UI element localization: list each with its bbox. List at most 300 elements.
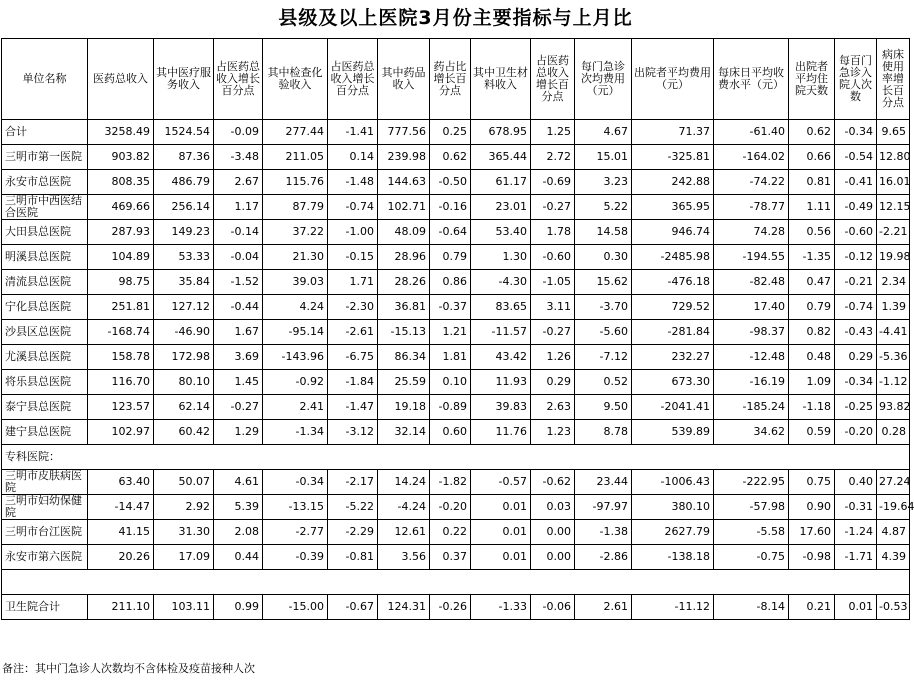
empty-cell — [2, 570, 88, 595]
value-cell: -4.30 — [471, 270, 531, 295]
value-cell: 0.28 — [877, 420, 910, 445]
table-row — [2, 320, 910, 345]
value-cell: 0.29 — [531, 370, 575, 395]
value-cell: 12.61 — [378, 520, 430, 545]
value-cell: -1.18 — [789, 395, 835, 420]
value-cell: -16.19 — [714, 370, 789, 395]
value-cell: 35.84 — [154, 270, 214, 295]
value-cell: 0.01 — [835, 595, 877, 620]
value-cell: -0.60 — [531, 245, 575, 270]
unit-name-cell: 永安市总医院 — [2, 170, 88, 195]
column-header: 占医药总收入增长百分点 — [531, 39, 575, 120]
unit-name-cell: 泰宁县总医院 — [2, 395, 88, 420]
empty-cell — [714, 445, 789, 470]
value-cell: 0.59 — [789, 420, 835, 445]
value-cell: 0.44 — [214, 545, 263, 570]
value-cell: 172.98 — [154, 345, 214, 370]
value-cell: 102.71 — [378, 195, 430, 220]
column-header: 其中卫生材料收入 — [471, 39, 531, 120]
value-cell: 0.48 — [789, 345, 835, 370]
value-cell: 903.82 — [88, 145, 154, 170]
value-cell: 0.00 — [531, 545, 575, 570]
value-cell: 20.26 — [88, 545, 154, 570]
table-row — [2, 170, 910, 195]
column-header: 每百门急诊入院人次数 — [835, 39, 877, 120]
value-cell: -0.74 — [328, 195, 378, 220]
value-cell: 87.36 — [154, 145, 214, 170]
value-cell: 103.11 — [154, 595, 214, 620]
value-cell: 14.58 — [575, 220, 632, 245]
empty-cell — [378, 445, 430, 470]
value-cell: 1.30 — [471, 245, 531, 270]
value-cell: 380.10 — [632, 495, 714, 520]
value-cell: -143.96 — [263, 345, 328, 370]
value-cell: 239.98 — [378, 145, 430, 170]
value-cell: -3.70 — [575, 295, 632, 320]
value-cell: -0.69 — [531, 170, 575, 195]
value-cell: -2.86 — [575, 545, 632, 570]
value-cell: -95.14 — [263, 320, 328, 345]
empty-cell — [789, 445, 835, 470]
empty-cell — [632, 570, 714, 595]
value-cell: -2.30 — [328, 295, 378, 320]
value-cell: 144.63 — [378, 170, 430, 195]
unit-name-cell: 三明市妇幼保健院 — [2, 495, 88, 520]
table-row — [2, 120, 910, 145]
column-header: 其中医疗服务收入 — [154, 39, 214, 120]
value-cell: -7.12 — [575, 345, 632, 370]
value-cell: 83.65 — [471, 295, 531, 320]
value-cell: -0.06 — [531, 595, 575, 620]
value-cell: 25.59 — [378, 370, 430, 395]
value-cell: 61.17 — [471, 170, 531, 195]
unit-name-cell: 尤溪县总医院 — [2, 345, 88, 370]
table-row — [2, 370, 910, 395]
value-cell: 53.40 — [471, 220, 531, 245]
column-header: 每门急诊次均费用（元） — [575, 39, 632, 120]
value-cell: -0.34 — [835, 370, 877, 395]
value-cell: -11.12 — [632, 595, 714, 620]
value-cell: 5.39 — [214, 495, 263, 520]
unit-name-cell: 卫生院合计 — [2, 595, 88, 620]
value-cell: 539.89 — [632, 420, 714, 445]
value-cell: -1.24 — [835, 520, 877, 545]
value-cell: 39.83 — [471, 395, 531, 420]
value-cell: 0.81 — [789, 170, 835, 195]
value-cell: -19.64 — [877, 495, 910, 520]
value-cell: -0.31 — [835, 495, 877, 520]
value-cell: -0.64 — [430, 220, 471, 245]
value-cell: 31.30 — [154, 520, 214, 545]
table-row — [2, 495, 910, 520]
empty-cell — [263, 570, 328, 595]
empty-cell — [328, 570, 378, 595]
value-cell: 2.61 — [575, 595, 632, 620]
empty-cell — [835, 570, 877, 595]
value-cell: 5.22 — [575, 195, 632, 220]
column-header: 出院者平均费用（元） — [632, 39, 714, 120]
blank-row — [2, 570, 910, 595]
value-cell: 19.98 — [877, 245, 910, 270]
table-row — [2, 395, 910, 420]
value-cell: -0.25 — [835, 395, 877, 420]
value-cell: -0.04 — [214, 245, 263, 270]
value-cell: 14.24 — [378, 470, 430, 495]
value-cell: -1.82 — [430, 470, 471, 495]
value-cell: 0.79 — [789, 295, 835, 320]
empty-cell — [575, 445, 632, 470]
value-cell: -14.47 — [88, 495, 154, 520]
column-header: 病床使用率增长百分点 — [877, 39, 910, 120]
value-cell: -0.34 — [263, 470, 328, 495]
value-cell: 0.90 — [789, 495, 835, 520]
value-cell: 1.25 — [531, 120, 575, 145]
value-cell: -0.49 — [835, 195, 877, 220]
value-cell: 3.56 — [378, 545, 430, 570]
empty-cell — [714, 570, 789, 595]
value-cell: -1.00 — [328, 220, 378, 245]
value-cell: -168.74 — [88, 320, 154, 345]
value-cell: 0.01 — [471, 545, 531, 570]
empty-cell — [789, 570, 835, 595]
value-cell: -61.40 — [714, 120, 789, 145]
value-cell: -1.71 — [835, 545, 877, 570]
value-cell: 4.67 — [575, 120, 632, 145]
value-cell: -5.36 — [877, 345, 910, 370]
value-cell: -78.77 — [714, 195, 789, 220]
value-cell: 41.15 — [88, 520, 154, 545]
value-cell: 3.11 — [531, 295, 575, 320]
value-cell: 0.62 — [430, 145, 471, 170]
value-cell: 11.76 — [471, 420, 531, 445]
value-cell: 86.34 — [378, 345, 430, 370]
value-cell: 3.69 — [214, 345, 263, 370]
empty-cell — [531, 445, 575, 470]
value-cell: -2.17 — [328, 470, 378, 495]
table-row — [2, 520, 910, 545]
value-cell: 11.93 — [471, 370, 531, 395]
unit-name-cell: 三明市皮肤病医院 — [2, 470, 88, 495]
value-cell: -185.24 — [714, 395, 789, 420]
value-cell: 232.27 — [632, 345, 714, 370]
empty-cell — [214, 445, 263, 470]
value-cell: -0.81 — [328, 545, 378, 570]
value-cell: 3.23 — [575, 170, 632, 195]
column-header: 占医药总收入增长百分点 — [214, 39, 263, 120]
value-cell: -0.75 — [714, 545, 789, 570]
value-cell: 808.35 — [88, 170, 154, 195]
column-header: 医药总收入 — [88, 39, 154, 120]
value-cell: 9.50 — [575, 395, 632, 420]
value-cell: 256.14 — [154, 195, 214, 220]
value-cell: 1.67 — [214, 320, 263, 345]
value-cell: -4.41 — [877, 320, 910, 345]
value-cell: -222.95 — [714, 470, 789, 495]
value-cell: -1.47 — [328, 395, 378, 420]
value-cell: -0.50 — [430, 170, 471, 195]
value-cell: -1.33 — [471, 595, 531, 620]
value-cell: -0.67 — [328, 595, 378, 620]
value-cell: -0.44 — [214, 295, 263, 320]
table-row — [2, 420, 910, 445]
value-cell: 17.40 — [714, 295, 789, 320]
empty-cell — [88, 445, 154, 470]
value-cell: -138.18 — [632, 545, 714, 570]
value-cell: -0.53 — [877, 595, 910, 620]
value-cell: 486.79 — [154, 170, 214, 195]
value-cell: 15.62 — [575, 270, 632, 295]
value-cell: 74.28 — [714, 220, 789, 245]
value-cell: 0.99 — [214, 595, 263, 620]
value-cell: 1.11 — [789, 195, 835, 220]
value-cell: 17.09 — [154, 545, 214, 570]
footnote: 备注：其中门急诊人次数均不含体检及疫苗接种人次 — [2, 662, 255, 675]
value-cell: -2.29 — [328, 520, 378, 545]
value-cell: 16.01 — [877, 170, 910, 195]
value-cell: -57.98 — [714, 495, 789, 520]
value-cell: 127.12 — [154, 295, 214, 320]
value-cell: 0.47 — [789, 270, 835, 295]
column-header: 出院者平均住院天数 — [789, 39, 835, 120]
value-cell: 48.09 — [378, 220, 430, 245]
value-cell: 21.30 — [263, 245, 328, 270]
unit-name-cell: 三明市第一医院 — [2, 145, 88, 170]
empty-cell — [328, 445, 378, 470]
unit-name-cell: 永安市第六医院 — [2, 545, 88, 570]
value-cell: -5.58 — [714, 520, 789, 545]
column-header: 单位名称 — [2, 39, 88, 120]
value-cell: -46.90 — [154, 320, 214, 345]
value-cell: 0.60 — [430, 420, 471, 445]
value-cell: 365.95 — [632, 195, 714, 220]
value-cell: -1.38 — [575, 520, 632, 545]
value-cell: -0.09 — [214, 120, 263, 145]
value-cell: 1.81 — [430, 345, 471, 370]
empty-cell — [214, 570, 263, 595]
value-cell: 123.57 — [88, 395, 154, 420]
value-cell: 63.40 — [88, 470, 154, 495]
value-cell: -0.98 — [789, 545, 835, 570]
value-cell: 1524.54 — [154, 120, 214, 145]
value-cell: 365.44 — [471, 145, 531, 170]
value-cell: -0.41 — [835, 170, 877, 195]
value-cell: -5.22 — [328, 495, 378, 520]
value-cell: -0.16 — [430, 195, 471, 220]
value-cell: -1.41 — [328, 120, 378, 145]
unit-name-cell: 三明市台江医院 — [2, 520, 88, 545]
value-cell: -13.15 — [263, 495, 328, 520]
table-row — [2, 195, 910, 220]
value-cell: 23.44 — [575, 470, 632, 495]
value-cell: 93.82 — [877, 395, 910, 420]
value-cell: 80.10 — [154, 370, 214, 395]
empty-cell — [877, 570, 910, 595]
unit-name-cell: 沙县区总医院 — [2, 320, 88, 345]
unit-name-cell: 明溪县总医院 — [2, 245, 88, 270]
table-row — [2, 545, 910, 570]
value-cell: -1006.43 — [632, 470, 714, 495]
value-cell: 211.05 — [263, 145, 328, 170]
value-cell: -0.15 — [328, 245, 378, 270]
value-cell: 87.79 — [263, 195, 328, 220]
value-cell: 0.30 — [575, 245, 632, 270]
value-cell: 2.92 — [154, 495, 214, 520]
value-cell: 1.17 — [214, 195, 263, 220]
value-cell: 28.96 — [378, 245, 430, 270]
value-cell: -0.26 — [430, 595, 471, 620]
value-cell: -0.37 — [430, 295, 471, 320]
empty-cell — [378, 570, 430, 595]
value-cell: -0.74 — [835, 295, 877, 320]
table-row — [2, 295, 910, 320]
value-cell: -476.18 — [632, 270, 714, 295]
table-row — [2, 595, 910, 620]
value-cell: 37.22 — [263, 220, 328, 245]
value-cell: -0.57 — [471, 470, 531, 495]
empty-cell — [632, 445, 714, 470]
section-label: 专科医院： — [2, 445, 88, 470]
value-cell: 116.70 — [88, 370, 154, 395]
empty-cell — [575, 570, 632, 595]
value-cell: -12.48 — [714, 345, 789, 370]
value-cell: -2485.98 — [632, 245, 714, 270]
value-cell: 0.56 — [789, 220, 835, 245]
value-cell: -2.21 — [877, 220, 910, 245]
value-cell: 62.14 — [154, 395, 214, 420]
value-cell: -2.61 — [328, 320, 378, 345]
value-cell: -325.81 — [632, 145, 714, 170]
unit-name-cell: 宁化县总医院 — [2, 295, 88, 320]
empty-cell — [877, 445, 910, 470]
column-header: 药占比增长百分点 — [430, 39, 471, 120]
value-cell: 19.18 — [378, 395, 430, 420]
table-body — [2, 120, 914, 620]
value-cell: 8.78 — [575, 420, 632, 445]
value-cell: 4.39 — [877, 545, 910, 570]
value-cell: 0.03 — [531, 495, 575, 520]
value-cell: 71.37 — [632, 120, 714, 145]
indicator-table — [1, 38, 914, 620]
empty-cell — [531, 570, 575, 595]
value-cell: -0.20 — [430, 495, 471, 520]
empty-cell — [835, 445, 877, 470]
value-cell: 4.61 — [214, 470, 263, 495]
value-cell: 17.60 — [789, 520, 835, 545]
value-cell: -0.43 — [835, 320, 877, 345]
value-cell: 0.75 — [789, 470, 835, 495]
value-cell: 0.40 — [835, 470, 877, 495]
value-cell: 34.62 — [714, 420, 789, 445]
value-cell: -1.34 — [263, 420, 328, 445]
value-cell: -0.12 — [835, 245, 877, 270]
value-cell: 4.87 — [877, 520, 910, 545]
unit-name-cell: 合计 — [2, 120, 88, 145]
value-cell: 39.03 — [263, 270, 328, 295]
value-cell: 1.09 — [789, 370, 835, 395]
empty-cell — [471, 570, 531, 595]
unit-name-cell: 大田县总医院 — [2, 220, 88, 245]
value-cell: 1.45 — [214, 370, 263, 395]
value-cell: -0.62 — [531, 470, 575, 495]
value-cell: 211.10 — [88, 595, 154, 620]
value-cell: 251.81 — [88, 295, 154, 320]
value-cell: -1.05 — [531, 270, 575, 295]
value-cell: 0.25 — [430, 120, 471, 145]
value-cell: -2.77 — [263, 520, 328, 545]
value-cell: 469.66 — [88, 195, 154, 220]
empty-cell — [88, 570, 154, 595]
value-cell: 1.26 — [531, 345, 575, 370]
value-cell: -0.14 — [214, 220, 263, 245]
value-cell: -1.84 — [328, 370, 378, 395]
value-cell: -1.48 — [328, 170, 378, 195]
report-title: 县级及以上医院3月份主要指标与上月比 — [278, 7, 633, 29]
unit-name-cell: 建宁县总医院 — [2, 420, 88, 445]
value-cell: 2.41 — [263, 395, 328, 420]
value-cell: -15.00 — [263, 595, 328, 620]
value-cell: -3.48 — [214, 145, 263, 170]
value-cell: 102.97 — [88, 420, 154, 445]
empty-cell — [430, 445, 471, 470]
table-row — [2, 270, 910, 295]
value-cell: 0.21 — [789, 595, 835, 620]
value-cell: 2.08 — [214, 520, 263, 545]
value-cell: 27.24 — [877, 470, 910, 495]
value-cell: 104.89 — [88, 245, 154, 270]
value-cell: 0.37 — [430, 545, 471, 570]
value-cell: 946.74 — [632, 220, 714, 245]
value-cell: 2.63 — [531, 395, 575, 420]
value-cell: 115.76 — [263, 170, 328, 195]
value-cell: 0.01 — [471, 495, 531, 520]
value-cell: 4.24 — [263, 295, 328, 320]
value-cell: 242.88 — [632, 170, 714, 195]
value-cell: -0.27 — [531, 320, 575, 345]
value-cell: -0.27 — [531, 195, 575, 220]
empty-cell — [263, 445, 328, 470]
value-cell: -6.75 — [328, 345, 378, 370]
section-row — [2, 445, 910, 470]
value-cell: 0.86 — [430, 270, 471, 295]
value-cell: 43.42 — [471, 345, 531, 370]
value-cell: 2.72 — [531, 145, 575, 170]
table-row — [2, 345, 910, 370]
value-cell: -0.60 — [835, 220, 877, 245]
value-cell: 15.01 — [575, 145, 632, 170]
value-cell: 158.78 — [88, 345, 154, 370]
value-cell: -11.57 — [471, 320, 531, 345]
column-header: 其中药品收入 — [378, 39, 430, 120]
value-cell: -1.35 — [789, 245, 835, 270]
value-cell: -1.12 — [877, 370, 910, 395]
value-cell: 0.82 — [789, 320, 835, 345]
value-cell: -164.02 — [714, 145, 789, 170]
value-cell: 28.26 — [378, 270, 430, 295]
value-cell: -0.89 — [430, 395, 471, 420]
value-cell: -0.39 — [263, 545, 328, 570]
column-header: 每床日平均收费水平（元） — [714, 39, 789, 120]
value-cell: 0.29 — [835, 345, 877, 370]
value-cell: 0.14 — [328, 145, 378, 170]
value-cell: 36.81 — [378, 295, 430, 320]
value-cell: -0.34 — [835, 120, 877, 145]
value-cell: 0.00 — [531, 520, 575, 545]
value-cell: 12.15 — [877, 195, 910, 220]
header-row — [2, 39, 910, 120]
table-row — [2, 245, 910, 270]
value-cell: 777.56 — [378, 120, 430, 145]
empty-cell — [154, 570, 214, 595]
